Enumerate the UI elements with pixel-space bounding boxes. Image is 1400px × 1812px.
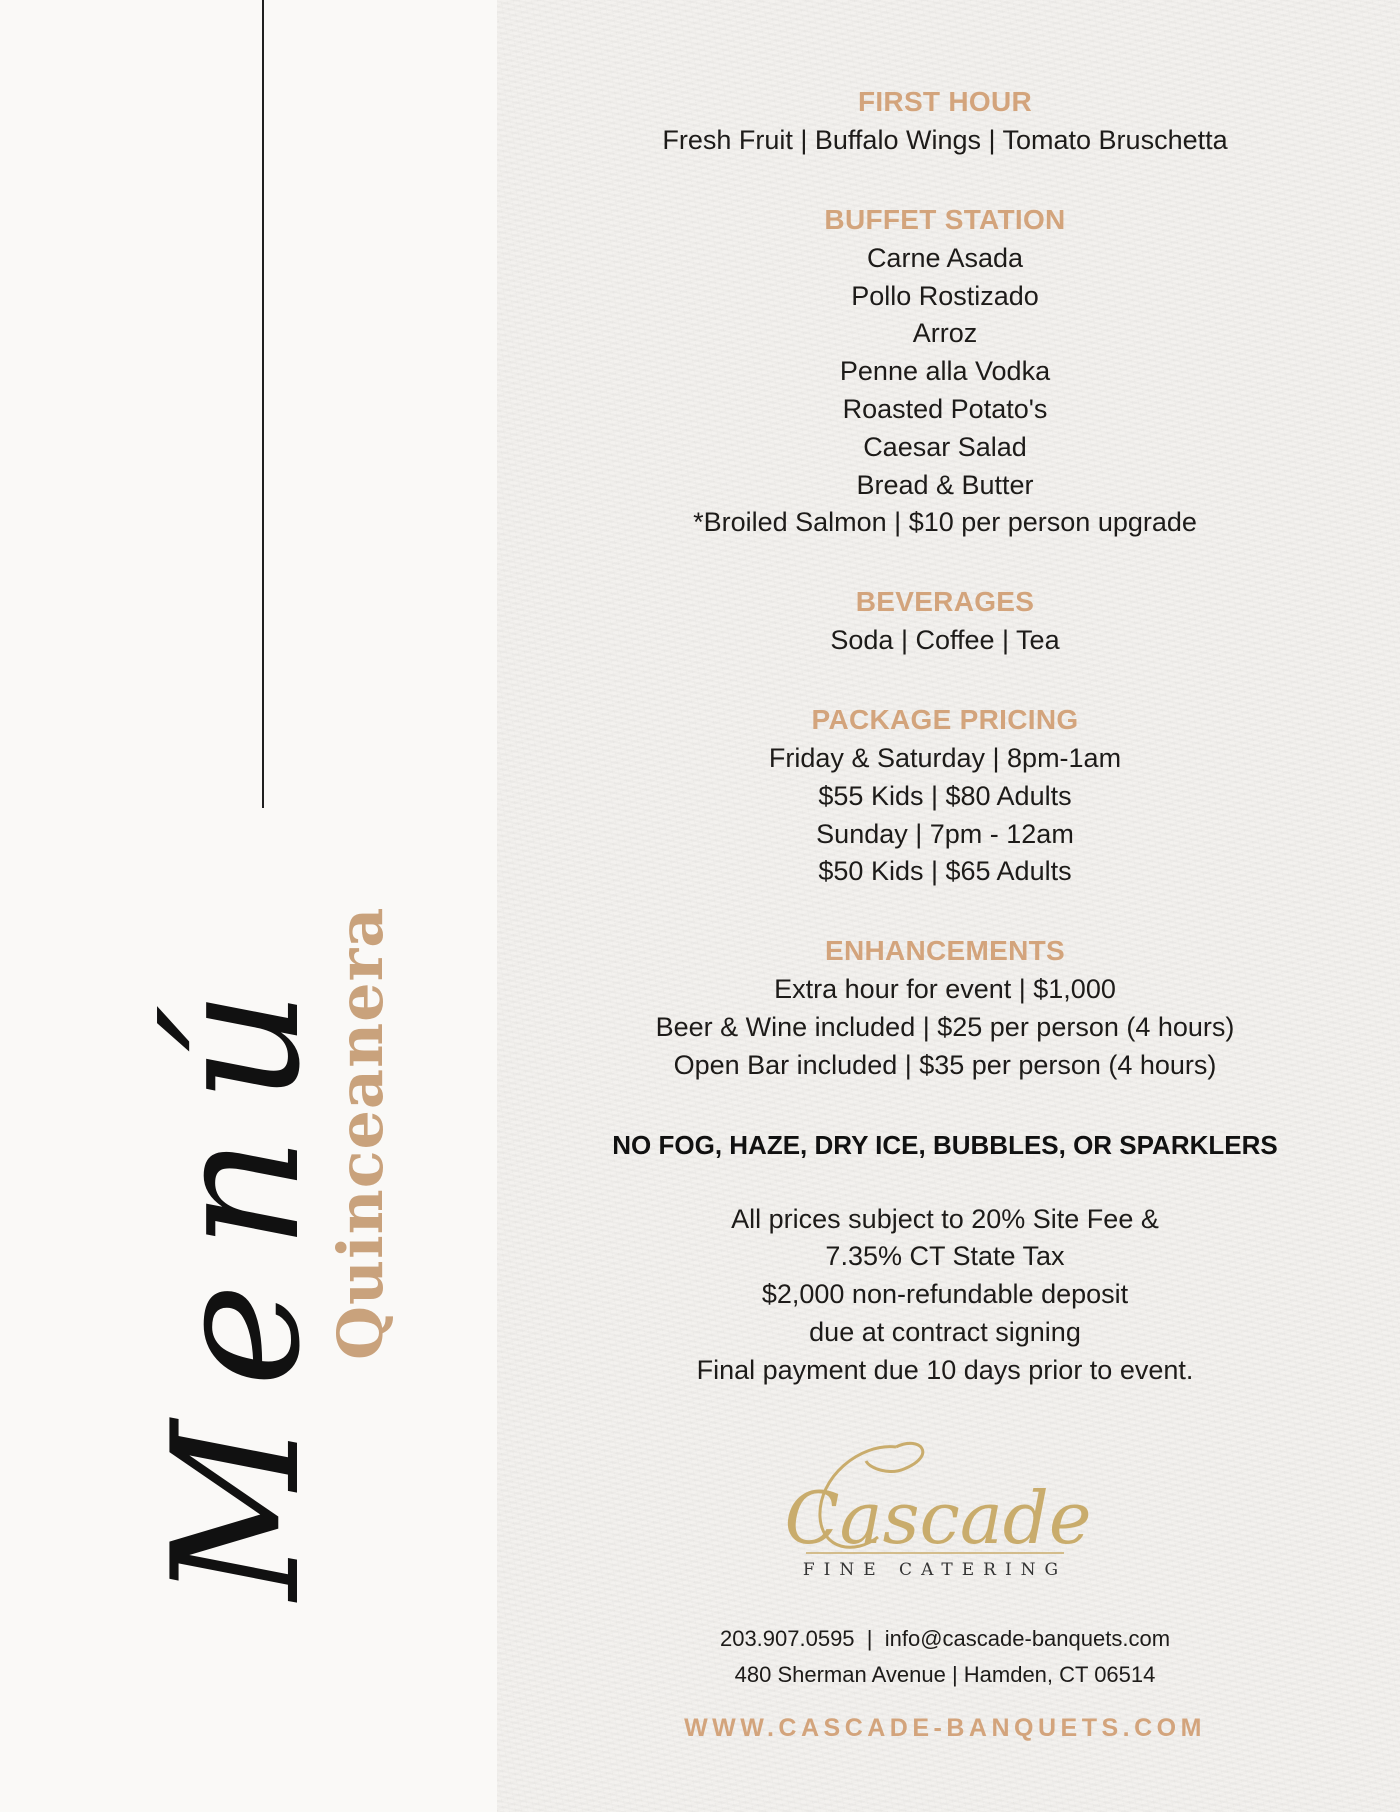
phone-number: 203.907.0595 <box>719 1626 855 1651</box>
section-title: ENHANCEMENTS <box>824 935 1066 967</box>
section-beverages <box>497 582 1393 660</box>
contact-address: 480 Sherman Avenue | Hamden, CT 06514 <box>734 1662 1156 1687</box>
logo-wordmark: Cascade <box>784 1476 1092 1560</box>
menu-line: Friday & Saturday | 8pm-1am <box>768 742 1122 773</box>
menu-line: Fresh Fruit | Buffalo Wings | Tomato Bruschetta <box>662 125 1228 155</box>
section-enhancements <box>497 931 1393 1084</box>
menu-line: Sunday | 7pm - 12am <box>816 818 1074 849</box>
section-package-pricing <box>497 700 1393 891</box>
contact-phone-email <box>497 1626 1393 1652</box>
menu-line: Roasted Potato's <box>842 393 1048 424</box>
fee-line: due at contract signing <box>809 1316 1081 1347</box>
menu-line: Pollo Rostizado <box>851 280 1039 311</box>
vertical-divider-line <box>262 0 264 808</box>
restrictions-warning: NO FOG, HAZE, DRY ICE, BUBBLES, OR SPARKLERS <box>612 1129 1278 1160</box>
section-title: BUFFET STATION <box>824 203 1066 235</box>
logo-tagline: FINE CATERING <box>802 1560 1068 1580</box>
fee-line: 7.35% CT State Tax <box>825 1241 1065 1272</box>
menu-line: Arroz <box>912 318 978 349</box>
menu-content <box>497 82 1393 1390</box>
fee-line: All prices subject to 20% Site Fee & <box>731 1203 1159 1234</box>
left-panel <box>0 0 497 1812</box>
website-url: WWW.CASCADE-BANQUETS.COM <box>684 1714 1206 1742</box>
section-title: BEVERAGES <box>855 586 1035 618</box>
menu-line: Soda | Coffee | Tea <box>830 625 1060 656</box>
fees-terms <box>497 1201 1393 1390</box>
fee-line: $2,000 non-refundable deposit <box>761 1279 1129 1310</box>
menu-line: Penne alla Vodka <box>839 356 1051 387</box>
menu-line: *Broiled Salmon | $10 per person upgrade <box>693 507 1197 538</box>
menu-line: Beer & Wine included | $25 per person (4 hours) <box>655 1011 1235 1042</box>
menu-line: Extra hour for event | $1,000 <box>774 974 1116 1005</box>
menu-line: Carne Asada <box>866 242 1024 273</box>
section-title: PACKAGE PRICING <box>811 703 1079 735</box>
fee-line: Final payment due 10 days prior to event. <box>696 1354 1194 1385</box>
menu-title: Menú <box>136 955 339 1600</box>
email-address: info@cascade-banquets.com <box>884 1626 1171 1651</box>
separator: | <box>860 1626 879 1651</box>
menu-line: Caesar Salad <box>863 431 1027 462</box>
section-title: FIRST HOUR <box>857 86 1033 117</box>
menu-line: $50 Kids | $65 Adults <box>818 856 1072 887</box>
menu-line: $55 Kids | $80 Adults <box>818 780 1072 811</box>
menu-subtitle: Quinceanera <box>324 906 397 1360</box>
menu-line: Bread & Butter <box>856 469 1034 500</box>
section-buffet-station <box>497 200 1393 542</box>
section-first-hour <box>497 82 1393 160</box>
cascade-logo <box>784 1425 1092 1585</box>
menu-line: Open Bar included | $35 per person (4 hours) <box>673 1049 1217 1080</box>
